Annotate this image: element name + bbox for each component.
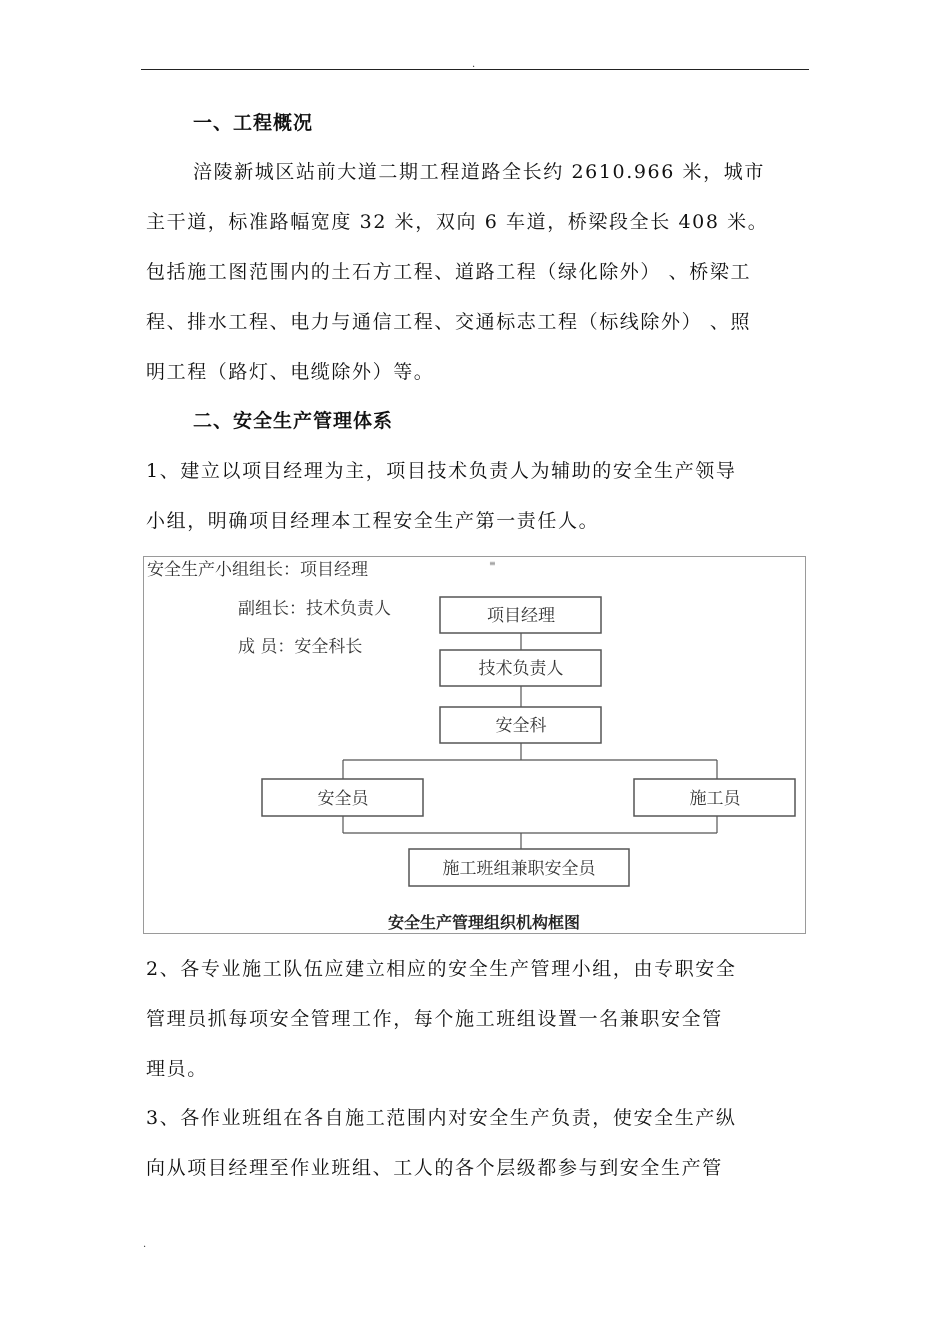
item-3-paragraph [146,1093,808,1193]
section-2-title: 二、安全生产管理体系 [193,410,394,432]
paragraph-line: 2、各专业施工队伍应建立相应的安全生产管理小组，由专职安全 [146,958,737,980]
footer-mark: . [143,1239,147,1250]
paragraph-line: 明工程（路灯、电缆除外）等。 [146,361,435,383]
node-safety-dept-label: 安全科 [495,716,547,736]
section-1-paragraph [146,147,808,397]
paragraph-line: 理员。 [146,1058,208,1080]
item-1-paragraph [146,446,808,546]
node-team-safety-label: 施工班组兼职安全员 [442,859,596,879]
paragraph-line: 包括施工图范围内的土石方工程、道路工程（绿化除外） 、桥梁工 [146,261,752,283]
node-project-manager-label: 项目经理 [487,606,555,626]
org-chart-figure [143,556,806,934]
chart-leader-text: 安全生产小组组长：项目经理 [147,560,368,580]
paragraph-line: 向从项目经理至作业班组、工人的各个层级都参与到安全生产管 [146,1157,723,1179]
paragraph-line: 管理员抓每项安全管理工作，每个施工班组设置一名兼职安全管 [146,1008,723,1030]
item-2-paragraph [146,944,808,1094]
chart-member-text: 成 员：安全科长 [238,637,363,657]
chart-deputy-text: 副组长：技术负责人 [238,599,391,619]
node-tech-lead-label: 技术负责人 [478,659,564,679]
paragraph-line: 小组，明确项目经理本工程安全生产第一责任人。 [146,510,600,532]
org-chart-diagram [144,557,807,935]
section-1-title: 一、工程概况 [193,112,314,134]
header-mark: . [472,59,476,70]
node-safety-officer-label: 安全员 [317,789,369,809]
chart-corner-mark: ≡ [489,559,496,568]
paragraph-line: 3、各作业班组在各自施工范围内对安全生产负责，使安全生产纵 [146,1107,737,1129]
paragraph-line: 1、建立以项目经理为主，项目技术负责人为辅助的安全生产领导 [146,460,737,482]
node-constructor-label: 施工员 [689,789,741,809]
paragraph-line: 主干道，标准路幅宽度 32 米，双向 6 车道，桥梁段全长 408 米。 [146,211,769,233]
chart-caption: 安全生产管理组织机构框图 [387,913,581,932]
paragraph-line: 程、排水工程、电力与通信工程、交通标志工程（标线除外） 、照 [146,311,752,333]
paragraph-line: 涪陵新城区站前大道二期工程道路全长约 2610.966 米，城市 [193,161,765,183]
